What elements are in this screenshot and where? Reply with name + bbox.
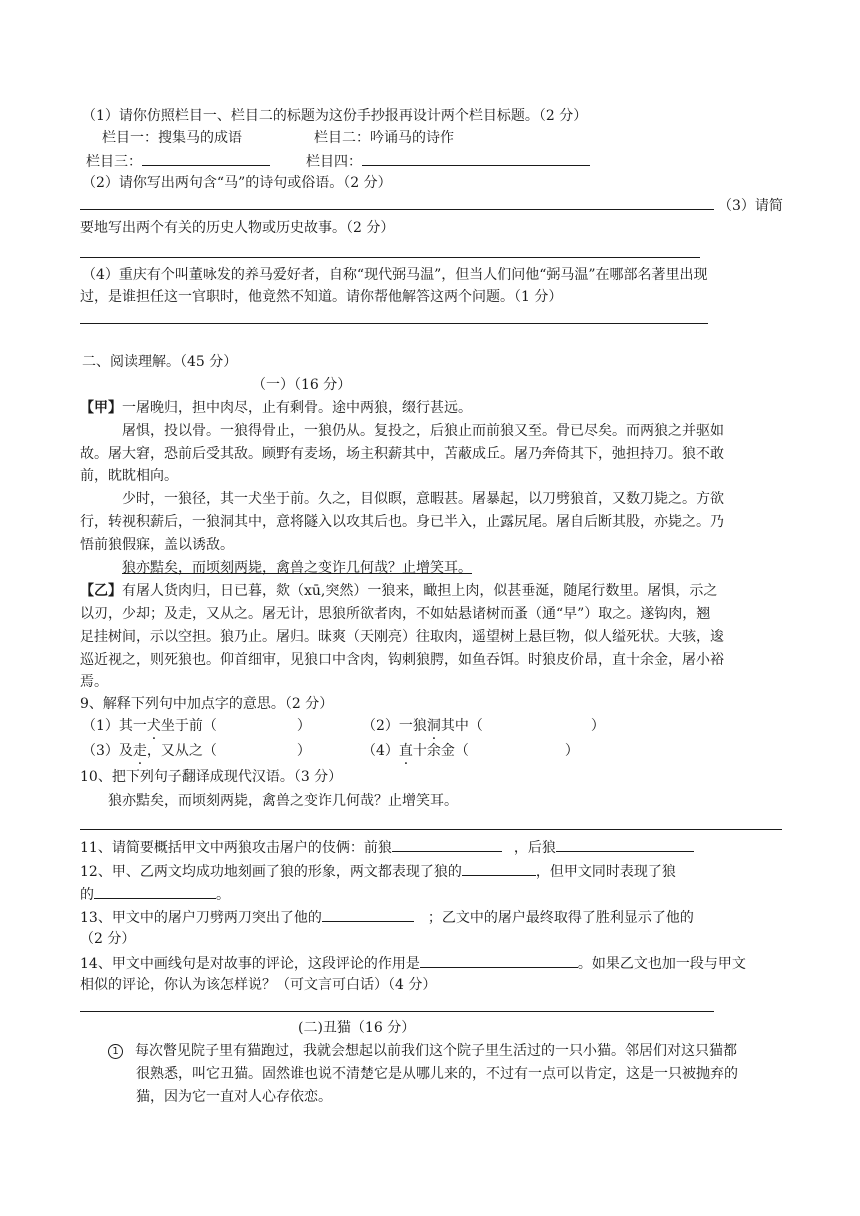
q11-front-wolf-blank[interactable]	[392, 836, 502, 852]
q14-line2: 相似的评论，你认为该怎样说？（可文言可白话）（4 分）	[80, 977, 437, 993]
passage-jia-tag: 【甲】	[80, 400, 122, 416]
q9-item-4-pre: （4）	[362, 743, 399, 759]
passage-yi-l1-text: 有屠人货肉归，日已暮，欻（xū,突然）一狼来，瞰担上肉，似甚垂涎，随尾行数里。屠惧，示之	[122, 583, 718, 599]
passage-jia-p2-l3: 前，眈眈相向。	[80, 468, 178, 484]
q9-item-4-post: 十余金（	[412, 743, 469, 759]
q9-item-3-post: ，又从之（	[146, 743, 217, 759]
passage-jia-p3-l3: 悟前狼假寐，盖以诱敌。	[80, 537, 234, 553]
q12-text-d: 。	[216, 887, 230, 903]
q9-item-1-pre: （1）其一	[82, 718, 147, 734]
section2-title: 二、阅读理解。（45 分）	[82, 354, 238, 370]
q9-item-1-dotted-char: 犬	[146, 718, 161, 734]
q11	[80, 836, 694, 858]
q4-line2: 过，是谁担任这一官职时，他竟然不知道。请你帮他解答这两个问题。（1 分）	[80, 289, 563, 305]
passage-yi-l5: 焉。	[80, 674, 108, 690]
part2-line3: 猫，因为它一直对人心存依恋。	[136, 1089, 332, 1105]
q1-title: （1）请你仿照栏目一、栏目二的标题为这份手抄报再设计两个栏目标题。（2 分）	[82, 108, 588, 124]
q9-item-2-close: ）	[590, 718, 605, 734]
q11-text-a: 11、请简要概括甲文中两狼攻击屠户的伎俩：前狼	[80, 840, 392, 856]
q13-text-b: ；乙文中的屠户最终取得了胜利显示了他的	[427, 910, 694, 926]
passage-yi-l1	[80, 581, 717, 601]
q11-back-wolf-blank[interactable]	[556, 836, 694, 852]
part2-line2: 很熟悉，叫它丑猫。固然谁也说不清楚它是从哪儿来的，不过有一点可以肯定，这是一只被抛弃的	[136, 1066, 738, 1082]
q10-answer-line[interactable]	[80, 829, 782, 830]
part2-title: (二)丑猫（16 分）	[298, 1020, 416, 1036]
q12-text-c: 的	[80, 887, 94, 903]
q1-column-two: 栏目二：吟诵马的诗作	[314, 130, 454, 146]
q10-title: 10、把下列句子翻译成现代汉语。（3 分）	[80, 769, 343, 785]
q2-title: （2）请你写出两句含“马”的诗句或俗语。（2 分）	[82, 175, 392, 191]
passage-jia-p3-l2: 行，转视积薪后，一狼洞其中，意将隧入以攻其后也。身已半入，止露尻尾。屠自后断其股，亦毙之。乃	[80, 514, 724, 530]
q1-column-four	[306, 150, 590, 172]
q3-title-start: （3）请简	[718, 198, 783, 214]
q9-item-4-dotted-char: 直	[398, 743, 413, 759]
q14-text-b: 。如果乙文也加一段与甲文	[577, 956, 746, 972]
q14-blank[interactable]	[420, 952, 578, 968]
q3-title-end: 要地写出两个有关的历史人物或历史故事。（2 分）	[80, 220, 395, 236]
q3-answer-line[interactable]	[80, 257, 700, 258]
q12-text-a: 12、甲、乙两文均成功地刻画了狼的形象，两文都表现了狼的	[80, 864, 462, 880]
q9-item-3-pre: （3）及	[82, 743, 133, 759]
q9-item-1-close: ）	[296, 718, 311, 734]
part1-title: （一）（16 分）	[252, 377, 352, 393]
passage-jia-p2-l2: 故。屠大窘，恐前后受其敌。顾野有麦场，场主积薪其中，苫蔽成丘。屠乃奔倚其下，弛担持刀。狼不敢	[80, 446, 724, 462]
q10-sentence: 狼亦黠矣，而顷刻两毙，禽兽之变诈几何哉？止增笑耳。	[108, 793, 458, 809]
q9-item-2-dotted-char: 洞	[426, 718, 441, 734]
part2-line1	[108, 1041, 737, 1061]
passage-yi-l2: 以刃，少却；及走，又从之。屠无计，思狼所欲者肉，不如姑悬诸树而蚤（通“早”）取之。遂钩肉，翘	[80, 606, 711, 622]
q9-item-2-pre: （2）一狼	[362, 718, 427, 734]
passage-jia-p2-l1: 屠惧，投以骨。一狼得骨止，一狼仍从。复投之，后狼止而前狼又至。骨已尽矣。而两狼之并驱如	[122, 423, 724, 439]
passage-jia-p1	[80, 398, 472, 418]
q9-item-2-post: 其中（	[440, 718, 483, 734]
passage-jia-p1-text: 一屠晚归，担中肉尽，止有剩骨。途中两狼，缀行甚远。	[122, 400, 472, 416]
q9-item-3	[82, 741, 311, 761]
q13-text-a: 13、甲文中的屠户刀劈两刀突出了他的	[80, 910, 322, 926]
q13-line1	[80, 906, 694, 928]
q14-answer-line[interactable]	[80, 1011, 714, 1012]
q9-item-3-dotted-char: 走	[132, 743, 147, 759]
q12-text-b: ，但甲文同时表现了狼	[535, 864, 676, 880]
q11-text-b: ，后狼	[513, 840, 556, 856]
q13-score: （2 分）	[80, 931, 136, 947]
q14-text-a: 14、甲文中画线句是对故事的评论，这段评论的作用是	[80, 956, 420, 972]
passage-jia-underlined-comment: 狼亦黠矣，而顷刻两毙，禽兽之变诈几何哉？止增笑耳。	[122, 560, 472, 576]
q1-column-three-blank[interactable]	[142, 150, 270, 166]
passage-yi-tag: 【乙】	[80, 583, 122, 599]
passage-yi-l4: 巡近视之，则死狼也。仰首细审，见狼口中含肉，钩刺狼腭，如鱼吞饵。时狼皮价昂，直十余金，屠小裕	[80, 652, 724, 668]
passage-jia-p3-l1: 少时，一狼径，其一犬坐于前。久之，目似瞑，意暇甚。屠暴起，以刀劈狼首，又数刀毙之。方欲	[122, 491, 724, 507]
q9-item-4-close: ）	[564, 743, 579, 759]
q1-column-three-label: 栏目三：	[86, 154, 142, 170]
q9-title: 9、解释下列句中加点字的意思。（2 分）	[80, 696, 334, 712]
q9-item-3-close: ）	[296, 743, 311, 759]
paragraph-number-badge: 1	[108, 1044, 123, 1059]
q13-blank-1[interactable]	[322, 906, 414, 922]
q4-line1: （4）重庆有个叫董咏发的养马爱好者，自称“现代弼马温”，但当人们问他“弼马温”在哪部名著里出现	[82, 267, 708, 283]
q1-column-four-blank[interactable]	[362, 150, 590, 166]
q12-line2	[80, 883, 230, 905]
q1-column-one: 栏目一：搜集马的成语	[102, 130, 242, 146]
q12-blank-1[interactable]	[462, 860, 536, 876]
passage-yi-l3: 足挂树间，示以空担。狼乃止。屠归。昧爽（天刚亮）往取肉，遥望树上悬巨物，似人缢死状。大骇，逡	[80, 629, 724, 645]
q1-column-three	[86, 150, 270, 172]
q1-column-four-label: 栏目四：	[306, 154, 362, 170]
q9-item-1	[82, 716, 311, 736]
part2-line1-text: 每次瞥见院子里有猫跑过，我就会想起以前我们这个院子里生活过的一只小猫。邻居们对这只猫都	[135, 1043, 737, 1059]
q9-item-1-post: 坐于前（	[160, 718, 217, 734]
q12-line1	[80, 860, 676, 882]
q9-item-4	[362, 741, 579, 761]
q14-line1	[80, 952, 746, 974]
q2-answer-line[interactable]	[80, 209, 714, 210]
q4-answer-line[interactable]	[80, 323, 708, 324]
q9-item-2	[362, 716, 605, 736]
q12-blank-2[interactable]	[94, 883, 216, 899]
